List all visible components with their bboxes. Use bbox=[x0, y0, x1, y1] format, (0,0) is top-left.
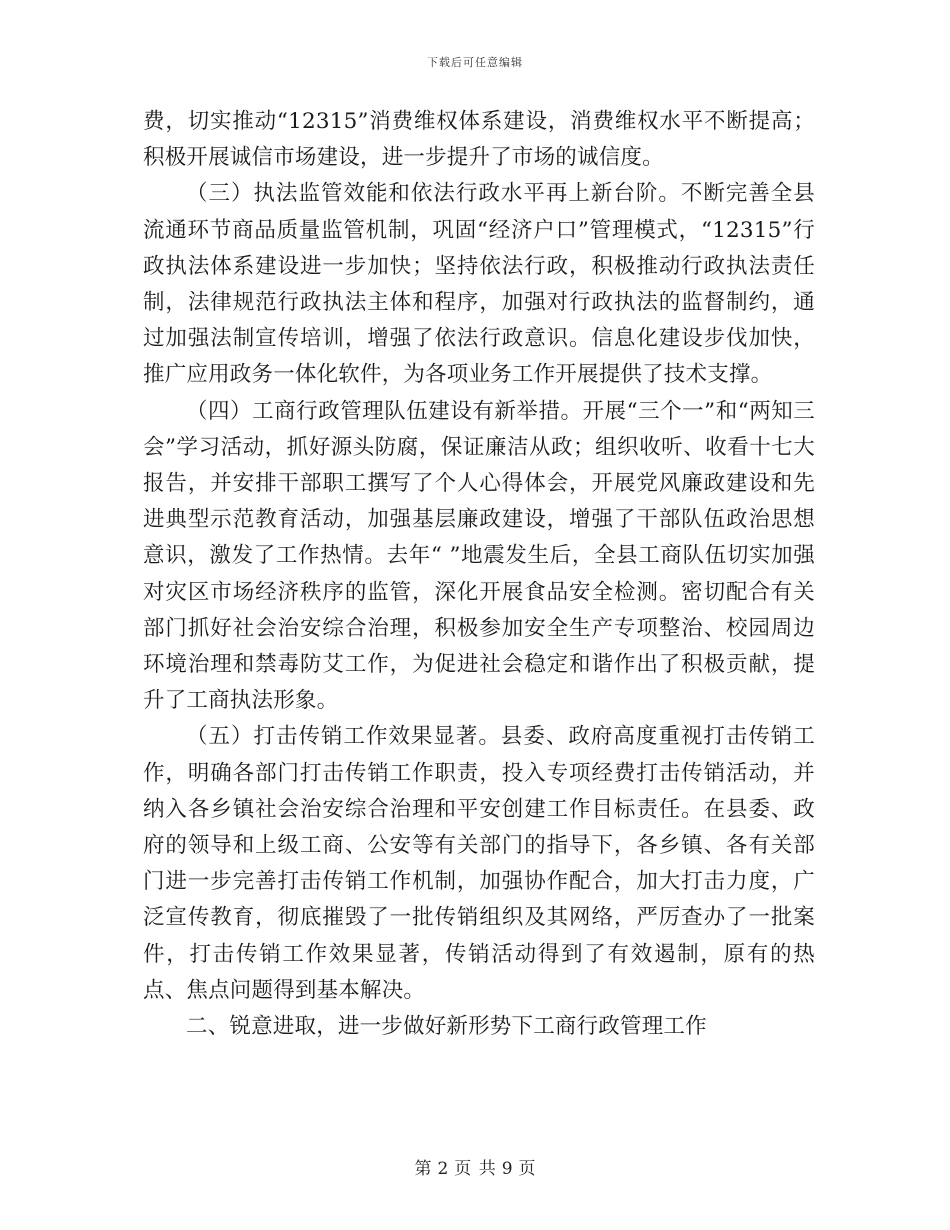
section-heading-2: 二、锐意进取，进一步做好新形势下工商行政管理工作 bbox=[186, 1014, 707, 1040]
paragraph-section-5: （五）打击传销工作效果显著。县委、政府高度重视打击传销工作，明确各部门打击传销工作职责，投入专项经费打击传销活动，并纳入各乡镇社会治安综合治理和平安创建工作目标责任。在县委、政府的领导和上级工商、公安等有关部门的指导下，各乡镇、各有关部门进一步完善打击传销工作机制，加强协作配合，加大打击力度，广泛宣传教育，彻底摧毁了一批传销组织及其网络，严厉查办了一批案件，打击传销工作效果显著，传销活动得到了有效遏制，原有的热点、焦点问题得到基本解决。 bbox=[143, 724, 815, 1003]
page-header: 下载后可任意编辑 bbox=[427, 56, 523, 69]
footer-prefix: 第 bbox=[414, 1159, 432, 1179]
paragraph-section-3: （三）执法监管效能和依法行政水平再上新台阶。不断完善全县流通环节商品质量监管机制，巩固“经济户口”管理模式，“12315”行政执法体系建设进一步加快；坚持依法行政，积极推动行政执法责任制，法律规范行政执法主体和程序，加强对行政执法的监督制约，通过加强法制宣传培训，增强了依法行政意识。信息化建设步伐加快，推广应用政务一体化软件，为各项业务工作开展提供了技术支撑。 bbox=[143, 181, 815, 388]
total-pages-number: 9 bbox=[501, 1159, 513, 1179]
current-page-number: 2 bbox=[437, 1159, 449, 1179]
page-footer bbox=[0, 1154, 950, 1179]
footer-middle: 页 共 bbox=[454, 1159, 496, 1179]
document-body bbox=[143, 104, 815, 1045]
paragraph-section-4: （四）工商行政管理队伍建设有新举措。开展“三个一”和“两知三会”学习活动，抓好源头防腐，保证廉洁从政；组织收听、收看十七大报告，并安排干部职工撰写了个人心得体会，开展党风廉政建设和先进典型示范教育活动，加强基层廉政建设，增强了干部队伍政治思想意识，激发了工作热情。去年“ ”地震发生后，全县工商队伍切实加强对灾区市场经济秩序的监管，深化开展食品安全检测。密切配合有关部门抓好社会治安综合治理，积极参加安全生产专项整治、校园周边环境治理和禁毒防艾工作，为促进社会稳定和谐作出了积极贡献，提升了工商执法形象。 bbox=[143, 398, 815, 714]
paragraph-continuation: 费，切实推动“12315”消费维权体系建设，消费维权水平不断提高；积极开展诚信市场建设，进一步提升了市场的诚信度。 bbox=[143, 109, 815, 171]
footer-suffix: 页 bbox=[518, 1159, 536, 1179]
